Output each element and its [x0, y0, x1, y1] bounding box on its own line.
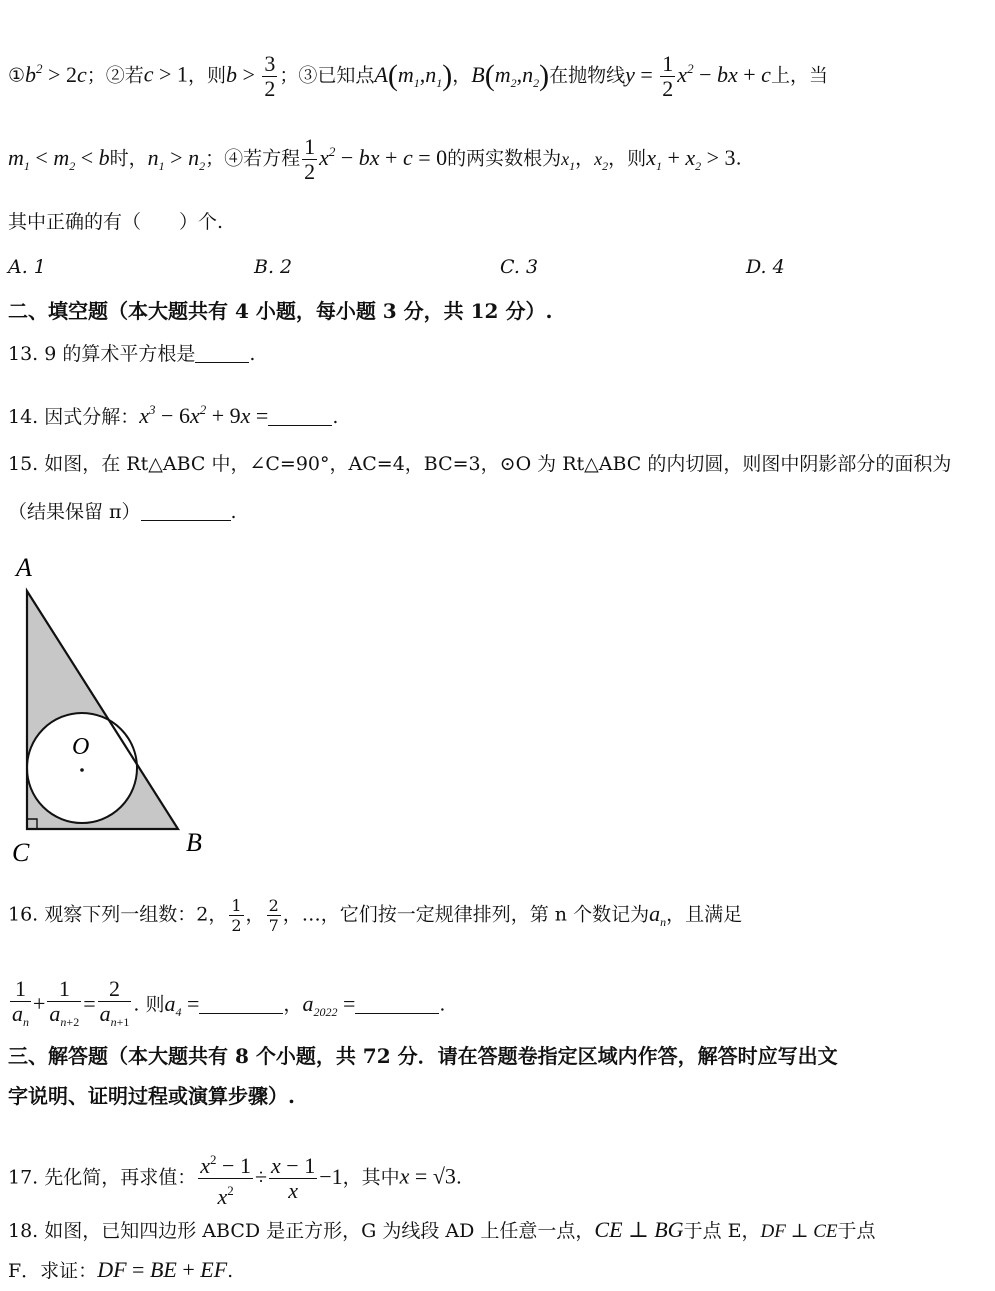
q12-statement-line1: $①b^2 > 2c$；②若c > 1，则b > $\frac{3}{2}$ ；③已知点$A(m_1,n_1)$，$B(m_2,n_2)$在抛物线y = $\frac{1}{2}$ $x^2$ − bx + c上，当: [8, 51, 828, 101]
q16-line2: $\frac{1}{a_n}$ + $\frac{1}{a_{n+2}}$ = $\frac{2}{a_{n+1}}$ . 则$a_4$ = ，$a_{2022}$ = .: [8, 977, 987, 1034]
math-x2: $x_2$: [594, 148, 609, 173]
label-a: A: [16, 553, 32, 582]
answer-blank: [355, 995, 439, 1014]
math-c-gt-1: c > 1: [143, 61, 188, 87]
math-polynomial: $x^3 - 6x^2 + 9x$ =: [139, 402, 269, 428]
answer-blank: [268, 407, 332, 426]
answer-blank: [141, 502, 231, 521]
math-recurrence: $\frac{1}{a_n}$ + $\frac{1}{a_{n+2}}$ = $\frac{2}{a_{n+1}}$: [12, 976, 130, 1029]
q13: 13. 9 的算术平方根是 .: [8, 343, 256, 365]
math-an: $a_n$: [649, 900, 667, 929]
math-sum-gt-3: $x_1 + x_2 > 3$: [646, 144, 736, 173]
option-b: B. 2: [254, 256, 293, 278]
math-df-perp-ce: DF ⊥ CE: [760, 1221, 838, 1242]
math-m1-lt-m2-lt-b: $m_1 < m_2 < b$: [8, 144, 110, 173]
math-b2-gt-2c: $b^2 > 2c$: [25, 60, 87, 87]
q15-line1: 15. 如图，在 Rt△ABC 中，∠C=90°，AC=4，BC=3，⊙O 为 Rt△ABC 的内切圆，则图中阴影部分的面积为: [8, 453, 952, 475]
math-b-gt-3-2: b > $\frac{3}{2}$: [225, 51, 276, 101]
math-df-eq-be-ef: DF = BE + EF: [97, 1257, 228, 1282]
math-parabola: y = $\frac{1}{2}$ $x^2$ − bx + c: [625, 51, 771, 101]
q18-line2: F．求证：DF = BE + EF.: [8, 1257, 234, 1282]
answer-blank: [195, 344, 249, 363]
q17: 17. 先化简，再求值： $\frac{x^2 - 1}{x^2}$ ÷ $\frac{x - 1}{x}$ −1，其中x = √3.: [8, 1148, 987, 1209]
label-o: O: [72, 734, 90, 760]
option-a: A. 1: [8, 256, 46, 278]
option-c: C. 3: [500, 256, 539, 278]
q15-line2: （结果保留 π） .: [8, 501, 237, 523]
fraction-1-2: $\frac{1}{2}$: [231, 896, 242, 935]
math-a2022: $a_{2022}$ =: [302, 990, 356, 1019]
q12-question: 其中正确的有（ ）个.: [8, 211, 224, 233]
answer-blank: [199, 995, 283, 1014]
triangle-incircle-figure: [10, 548, 220, 878]
label-c: C: [12, 838, 30, 867]
option-d: D. 4: [746, 256, 785, 278]
math-x1: $x_1$: [561, 148, 576, 173]
label-b: B: [186, 828, 202, 857]
math-ce-perp-bg: CE ⊥ BG: [594, 1217, 684, 1242]
q16-line1: 16. 观察下列一组数：2， $\frac{1}{2}$ ， $\frac{2}{7}$ ，…，它们按一定规律排列，第 n 个数记为$a_n$，且满足: [8, 896, 743, 935]
q14: 14. 因式分解：$x^3 - 6x^2 + 9x$ = .: [8, 402, 339, 428]
section3-title-line1: 三、解答题（本大题共有 8 个小题，共 72 分．请在答题卷指定区域内作答，解答时应写出文: [8, 1044, 838, 1068]
center-point: [80, 768, 84, 772]
math-x-sqrt3: x = √3: [399, 1163, 456, 1189]
q12-statement-line2: $m_1 < m_2 < b$时，$n_1 > n_2$；④若方程 $\frac{1}{2}$ $x^2$ − bx + c = 0的两实数根为$x_1$，$x_2$，则$x_1 + x_2 > 3$.: [8, 134, 742, 184]
section3-title-line2: 字说明、证明过程或演算步骤）.: [8, 1084, 295, 1108]
math-equation: $\frac{1}{2}$ $x^2$ − bx + c = 0: [304, 134, 448, 184]
math-point-b: $B(m_2,n_2)$: [471, 58, 550, 92]
section2-title: 二、填空题（本大题共有 4 小题，每小题 3 分，共 12 分）.: [8, 299, 553, 323]
fraction-2-7: $\frac{2}{7}$: [268, 896, 279, 935]
q18-line1: 18. 如图，已知四边形 ABCD 是正方形，G 为线段 AD 上任意一点，CE ⊥ BG于点 E，DF ⊥ CE于点: [8, 1217, 876, 1242]
math-point-a: $A(m_1,n_1)$: [374, 58, 453, 92]
math-n1-gt-n2: $n_1 > n_2$: [147, 144, 206, 173]
math-a4: $a_4$ =: [164, 990, 200, 1019]
math-expression: $\frac{x^2 - 1}{x^2}$ ÷ $\frac{x - 1}{x}$ −1: [196, 1164, 342, 1189]
